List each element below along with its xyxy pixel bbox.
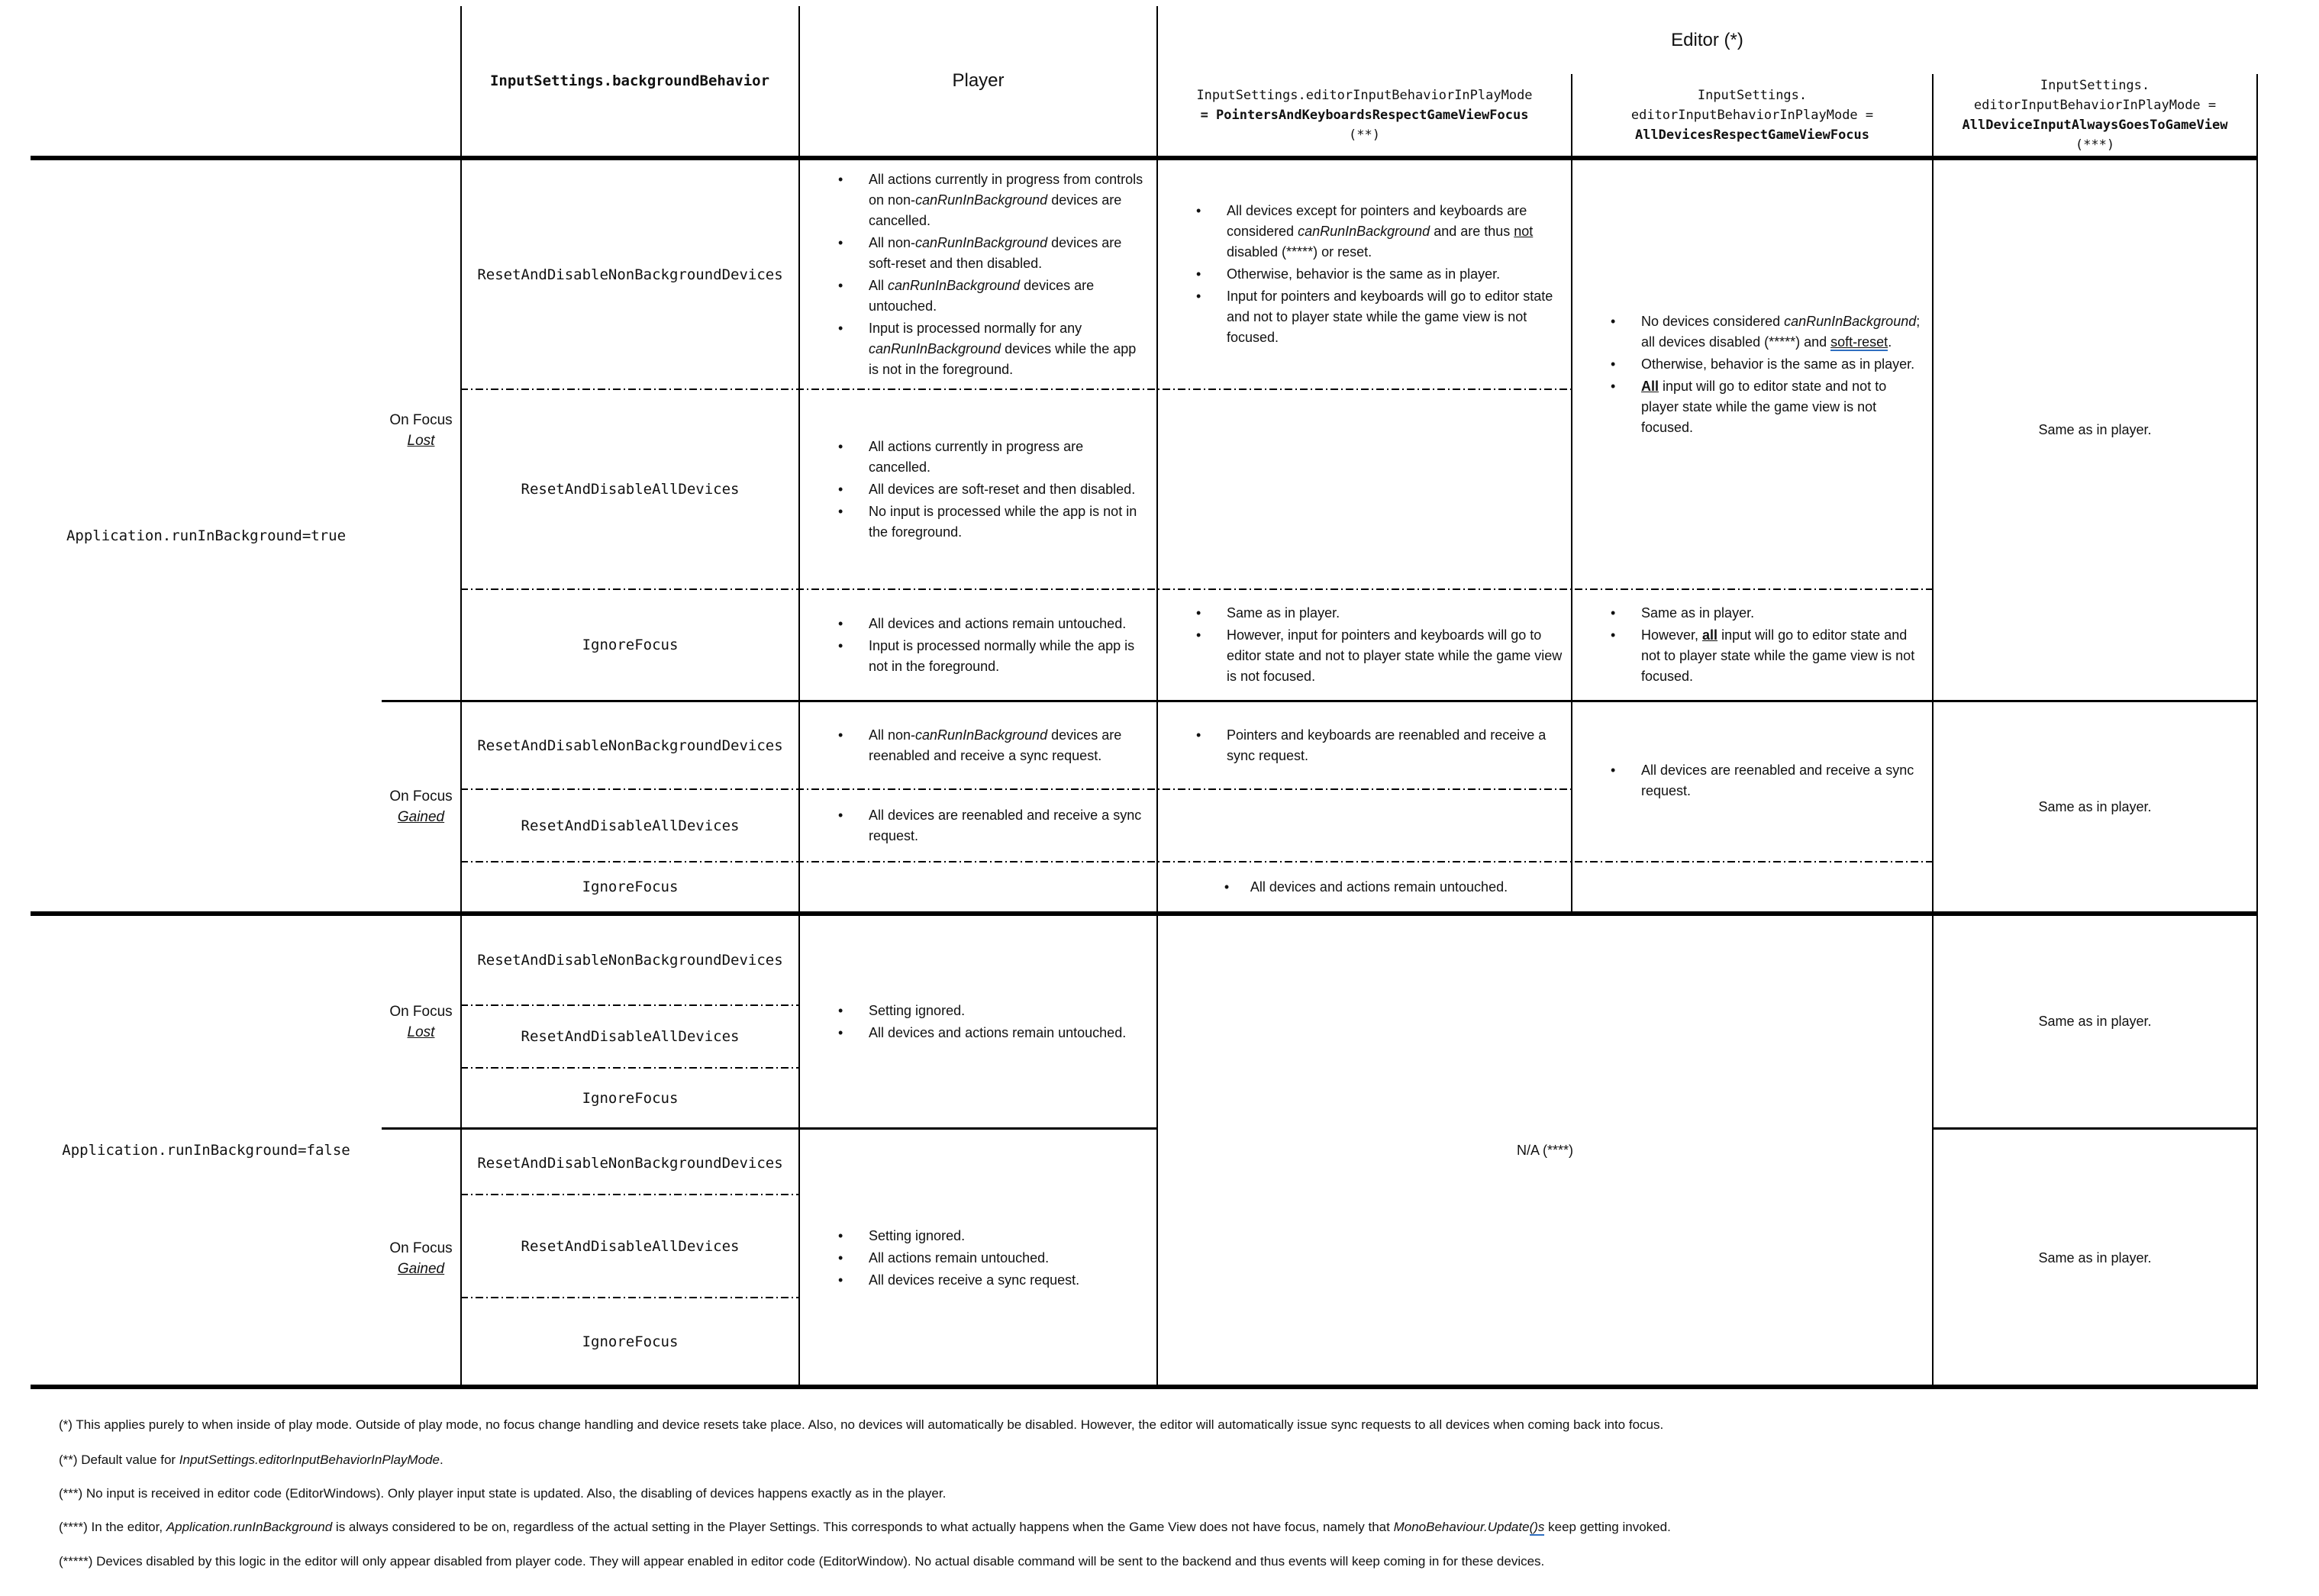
header-line: InputSettings. (2040, 77, 2150, 93)
bullet-marker: • (838, 637, 843, 653)
behavior-true-gained-ignore: IgnoreFocus (582, 879, 679, 895)
bullet-text: Setting ignored. (869, 1228, 966, 1243)
footnote-4: (****) In the editor, Application.runInBackground is always considered to be on, regardless of the actual setting in the Player Settings. This corresponds to what actually happens when the Game View does not have focus, namely that MonoBehaviour.Update()s keep getting invoked. (59, 1520, 1671, 1534)
bullet-text: However, all input will go to editor state and not to player state while the game view is not focused. (1641, 627, 1915, 684)
bullet-item (800, 614, 1156, 634)
bullet-text: All actions remain untouched. (869, 1250, 1050, 1266)
styled-text: canRunInBackground (1298, 224, 1430, 239)
bullet-marker: • (838, 727, 843, 743)
bullet-text: Otherwise, behavior is the same as in player. (1641, 356, 1915, 372)
bullet-text: All non-canRunInBackground devices are soft-reset and then disabled. (869, 234, 1122, 271)
bullet-marker: • (1611, 605, 1616, 621)
bullet-marker: • (838, 1272, 843, 1288)
cell-alwaysgoes-true-gained: Same as in player. (2038, 798, 2152, 814)
bullet-marker: • (1611, 627, 1616, 643)
bullet-item (1158, 725, 1571, 766)
bullet-item (800, 479, 1156, 500)
bullet-item (1224, 877, 1508, 898)
bullet-text: All devices except for pointers and keyboards are considered canRunInBackground and are thus not disabled (*****) or reset. (1227, 203, 1534, 260)
bullet-item (800, 276, 1156, 317)
bullet-marker: • (838, 807, 843, 823)
focus-label-true-lost (382, 160, 460, 700)
cell-player-true-lost-reset-nonbg (800, 160, 1156, 389)
behavior-false-gained-ignore: IgnoreFocus (582, 1333, 679, 1350)
styled-text: canRunInBackground (915, 727, 1048, 743)
bullet-marker: • (838, 503, 843, 519)
bullet-item (1572, 311, 1932, 353)
bullet-item (1158, 625, 1571, 687)
styled-text: canRunInBackground (915, 234, 1048, 250)
bullet-item (800, 1001, 1156, 1021)
bullet-item (800, 437, 1156, 478)
cell-false-editor-na: N/A (****) (1516, 1142, 1574, 1158)
header-editor-col-alldevices (1572, 74, 1932, 156)
bullet-marker: • (838, 1250, 843, 1266)
header-line: InputSettings. (1697, 87, 1808, 103)
bullet-text: All devices receive a sync request. (869, 1272, 1080, 1288)
bullet-marker: • (838, 1024, 843, 1040)
bullet-item (800, 1023, 1156, 1043)
bullet-item (1572, 376, 1932, 438)
bullet-text: Input is processed normally for any canRunInBackground devices while the app is not in the foreground. (869, 320, 1137, 377)
styled-text: = PointersAndKeyboardsRespectGameViewFocus (1200, 107, 1529, 123)
behavior-false-lost-ignore: IgnoreFocus (582, 1089, 679, 1107)
row-label-run-in-background-true: Application.runInBackground=true (66, 527, 347, 544)
cell-alwaysgoes-true-lost: Same as in player. (2038, 422, 2152, 437)
header-editor: Editor (*) (1671, 29, 1743, 50)
bullet-marker: • (838, 171, 843, 187)
bullet-item (800, 1270, 1156, 1291)
on-focus-text: On Focus (389, 411, 453, 428)
bullet-item (1158, 603, 1571, 624)
bullet-text: All input will go to editor state and not to player state while the game view is not focused. (1641, 378, 1887, 435)
header-player: Player (952, 70, 1005, 91)
bullet-text: Setting ignored. (869, 1002, 966, 1018)
styled-text: MonoBehaviour.Update (1393, 1520, 1530, 1534)
header-line: editorInputBehaviorInPlayMode = (1973, 97, 2217, 113)
bullet-text: No devices considered canRunInBackground; all devices disabled (*****) and soft-reset. (1641, 313, 1921, 350)
bullet-item (800, 501, 1156, 543)
bullet-item (1158, 201, 1571, 263)
bullet-text: All devices and actions remain untouched. (869, 1024, 1127, 1040)
styled-text: AllDevicesRespectGameViewFocus (1634, 127, 1870, 143)
header-line (1635, 125, 1869, 145)
bullet-item (800, 318, 1156, 380)
bullet-item (1572, 760, 1932, 801)
footnote-2: (**) Default value for InputSettings.editorInputBehaviorInPlayMode. (59, 1453, 443, 1467)
bullet-text: Otherwise, behavior is the same as in player. (1227, 266, 1501, 282)
bullet-item (1572, 603, 1932, 624)
bullet-text: Pointers and keyboards are reenabled and receive a sync request. (1227, 727, 1547, 763)
bullet-marker: • (1196, 266, 1201, 282)
bullet-marker: • (838, 615, 843, 631)
bullet-text: All canRunInBackground devices are untouched. (869, 277, 1095, 314)
header-line: (**) (1349, 127, 1380, 143)
false-lost-gained-separator-right (1932, 1127, 2258, 1130)
bullet-marker: • (838, 1002, 843, 1018)
table-bottom-border (31, 1385, 2258, 1389)
cell-pk-true-lost-reset-nonbg (1158, 160, 1571, 389)
bullet-item (1572, 625, 1932, 687)
bullet-marker: • (838, 234, 843, 250)
focus-lost-text: Lost (407, 432, 435, 449)
behavior-false-gained-reset-nonbg: ResetAndDisableNonBackgroundDevices (477, 1154, 783, 1172)
bullet-text: Input is processed normally while the app is not in the foreground. (869, 637, 1135, 674)
header-line: InputSettings.editorInputBehaviorInPlayMode (1196, 87, 1533, 103)
behavior-true-gained-reset-nonbg: ResetAndDisableNonBackgroundDevices (477, 737, 783, 754)
styled-text: all (1702, 627, 1718, 643)
bullet-marker: • (1611, 763, 1616, 778)
table-right-border (2256, 74, 2258, 1387)
cell-alldev-true-lost-merged (1572, 160, 1932, 588)
header-line (1963, 115, 2228, 135)
focus-gained-text: Gained (397, 809, 445, 825)
behavior-true-lost-ignore: IgnoreFocus (582, 637, 679, 653)
bullet-item (800, 169, 1156, 231)
cell-true-gained-ignore-merged (800, 862, 1932, 911)
bullet-marker: • (1196, 289, 1201, 304)
cell-player-false-lost-merged (800, 916, 1156, 1127)
bullet-text: All actions currently in progress from controls on non-canRunInBackground devices are cancelled. (869, 171, 1143, 228)
bullet-item (1158, 286, 1571, 348)
cell-pk-true-gained-reset-nonbg (1158, 702, 1571, 788)
cell-alwaysgoes-false-gained: Same as in player. (2038, 1250, 2152, 1266)
bullet-text: Same as in player. (1641, 605, 1755, 621)
cell-player-false-gained-merged (800, 1132, 1156, 1385)
bullet-item (1158, 264, 1571, 285)
header-editor-col-pointers (1158, 74, 1571, 156)
cell-player-true-gained-reset-all (800, 790, 1156, 861)
focus-label-true-gained (382, 702, 460, 911)
bullet-text: All devices are reenabled and receive a sync request. (869, 807, 1142, 843)
cell-player-true-gained-reset-nonbg (800, 702, 1156, 788)
focus-label-false-lost (382, 916, 460, 1127)
styled-text: not (1514, 224, 1534, 239)
behavior-true-gained-reset-all: ResetAndDisableAllDevices (521, 817, 740, 834)
bullet-item (800, 805, 1156, 846)
styled-text: Application.runInBackground (166, 1520, 333, 1534)
footnote-3: (***) No input is received in editor code (EditorWindows). Only player input state is updated. Also, the disabling of devices happens exactly as in the player. (59, 1486, 947, 1501)
bullet-text: All devices and actions remain untouched. (869, 615, 1127, 631)
bullet-text: Input for pointers and keyboards will go to editor state and not to player state while the game view is not focused. (1227, 289, 1553, 345)
bullet-item (800, 233, 1156, 274)
bullet-marker: • (1611, 378, 1616, 394)
cell-pk-true-lost-ignore (1158, 590, 1571, 700)
bullet-marker: • (1196, 605, 1201, 621)
header-line: editorInputBehaviorInPlayMode = (1630, 107, 1874, 123)
bullet-item (800, 1226, 1156, 1246)
behavior-false-gained-reset-all: ResetAndDisableAllDevices (521, 1237, 740, 1255)
cell-player-true-lost-reset-all (800, 390, 1156, 588)
row-label-run-in-background-false: Application.runInBackground=false (62, 1142, 350, 1159)
behavior-false-lost-reset-nonbg: ResetAndDisableNonBackgroundDevices (477, 952, 783, 969)
styled-text: InputSettings.editorInputBehaviorInPlayMode (179, 1453, 440, 1467)
bullet-marker: • (1224, 879, 1230, 895)
styled-text: AllDeviceInputAlwaysGoesToGameView (1962, 117, 2228, 133)
bullet-marker: • (1611, 356, 1616, 372)
styled-text: canRunInBackground (888, 277, 1021, 293)
bullet-marker: • (838, 481, 843, 497)
bullet-marker: • (838, 320, 843, 336)
bullet-item (800, 636, 1156, 677)
bullet-marker: • (1611, 313, 1616, 329)
focus-lost-text: Lost (407, 1024, 435, 1040)
cell-alwaysgoes-false-lost: Same as in player. (2038, 1014, 2152, 1029)
cell-alldev-true-lost-ignore (1572, 590, 1932, 700)
focus-label-false-gained (382, 1132, 460, 1385)
styled-text: soft-reset (1830, 334, 1888, 350)
behavior-true-lost-reset-all: ResetAndDisableAllDevices (521, 481, 740, 498)
cell-alldev-true-gained-merged (1572, 702, 1932, 859)
bullet-marker: • (838, 438, 843, 454)
on-focus-text: On Focus (389, 788, 453, 804)
bullet-text: No input is processed while the app is not in the foreground. (869, 503, 1137, 540)
false-lost-gained-separator-left (382, 1127, 1157, 1130)
bullet-marker: • (1196, 627, 1201, 643)
header-editor-col-alwaysgoes (1934, 74, 2256, 156)
bullet-text: All non-canRunInBackground devices are reenabled and receive a sync request. (869, 727, 1122, 763)
bullet-text: All devices are reenabled and receive a sync request. (1641, 763, 1914, 798)
header-line: (***) (2075, 137, 2115, 153)
bullet-marker: • (1196, 203, 1201, 218)
bullet-text: Same as in player. (1227, 605, 1340, 621)
bullet-text: All devices and actions remain untouched. (1250, 879, 1508, 895)
bullet-marker: • (1196, 727, 1201, 743)
bullet-marker: • (838, 1228, 843, 1243)
header-background-behavior: InputSettings.backgroundBehavior (489, 73, 770, 89)
behavior-false-lost-reset-all: ResetAndDisableAllDevices (521, 1028, 740, 1045)
bullet-item (800, 725, 1156, 766)
styled-text: All (1641, 378, 1659, 394)
focus-gained-text: Gained (397, 1260, 445, 1277)
styled-text: ()s (1529, 1520, 1545, 1534)
bullet-item (1572, 354, 1932, 375)
styled-text: canRunInBackground (869, 340, 1001, 356)
styled-text: canRunInBackground (915, 192, 1048, 208)
on-focus-text: On Focus (389, 1003, 453, 1020)
on-focus-text: On Focus (389, 1240, 453, 1256)
cell-player-true-lost-ignore (800, 590, 1156, 700)
footnote-5: (*****) Devices disabled by this logic in the editor will only appear disabled from player code. They will appear enabled in editor code (EditorWindow). No actual disable command will be sent to the backend and thus events will keep coming in for these devices. (59, 1554, 1545, 1569)
bullet-text: All actions currently in progress are cancelled. (869, 438, 1084, 475)
header-line (1201, 105, 1529, 125)
styled-text: canRunInBackground (1784, 313, 1917, 329)
bullet-text: However, input for pointers and keyboards will go to editor state and not to player state while the game view is not focused. (1227, 627, 1563, 684)
behavior-true-lost-reset-nonbg: ResetAndDisableNonBackgroundDevices (477, 266, 783, 283)
bullet-item (800, 1248, 1156, 1269)
footnote-1: (*) This applies purely to when inside of play mode. Outside of play mode, no focus change handling and device resets take place. Also, no devices will automatically be disabled. However, the editor will automatically issue sync requests to all devices when coming back into focus. (59, 1417, 1664, 1432)
bullet-marker: • (838, 277, 843, 293)
bullet-text: All devices are soft-reset and then disabled. (869, 481, 1136, 497)
